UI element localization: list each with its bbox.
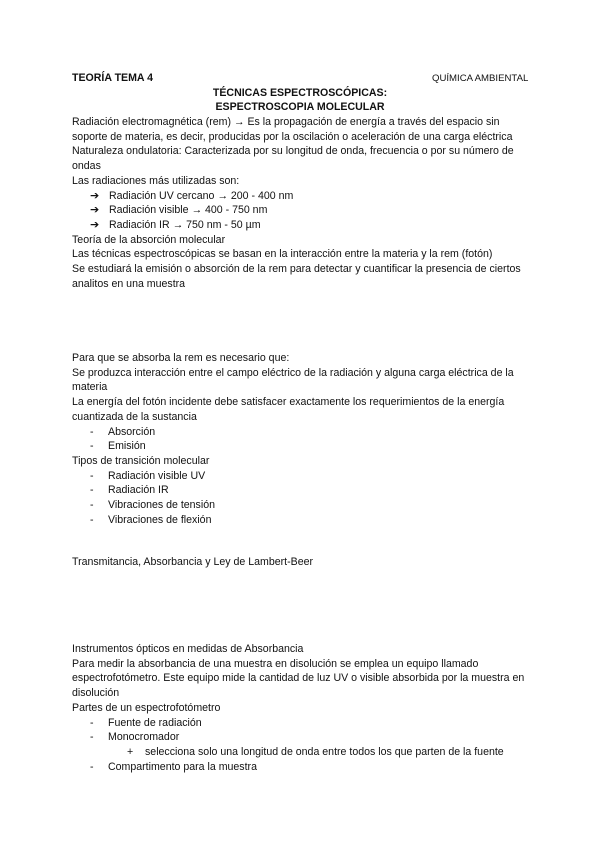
- list-item: [72, 439, 534, 454]
- list-item: [72, 469, 534, 484]
- list-item-text: Radiación IR → 750 nm - 50 µm: [109, 218, 261, 231]
- dash-bullet: -: [90, 440, 94, 453]
- estudiara-paragraph: Se estudiará la emisión o absorción de la rem para detectar y cuantificar la presencia de ciertos analitos en una muestra: [72, 262, 521, 290]
- header-subject: QUÍMICA AMBIENTAL: [432, 73, 529, 84]
- arrow-bullet-icon: ➔: [90, 204, 100, 217]
- list-item: [72, 483, 534, 498]
- section-rem: [72, 115, 534, 291]
- list-item-text: Vibraciones de flexión: [108, 513, 212, 526]
- list-item-text: Compartimento para la muestra: [108, 760, 257, 773]
- tecnicas-paragraph: Las técnicas espectroscópicas se basan en la interacción entre la materia y la rem (fotón): [72, 248, 493, 261]
- list-item: [72, 760, 534, 775]
- dash-bullet: -: [90, 760, 94, 773]
- absorcion-intro: Para que se absorba la rem es necesario que:: [72, 352, 290, 364]
- dash-bullet: -: [90, 484, 94, 497]
- list-item: [72, 203, 534, 218]
- list-item: [72, 730, 534, 745]
- arrow-bullet-icon: ➔: [90, 189, 100, 202]
- dash-bullet: -: [90, 425, 94, 438]
- dash-bullet: -: [90, 716, 94, 729]
- list-item: [72, 513, 534, 528]
- list-item-text: Radiación UV cercano → 200 - 400 nm: [109, 189, 294, 202]
- header-topic: TEORÍA TEMA 4: [72, 72, 154, 84]
- rem-definition: Radiación electromagnética (rem) → Es la propagación de energía a través del espacio sin soporte de materia, es decir, producidas por la oscilación o aceleración de una carga eléctrica: [72, 116, 513, 143]
- list-item: [72, 425, 534, 440]
- page-title-line1: TÉCNICAS ESPECTROSCÓPICAS:: [212, 87, 388, 99]
- list-item-text: Vibraciones de tensión: [108, 498, 215, 511]
- sub-list-item: [72, 745, 534, 760]
- dash-bullet: -: [90, 513, 94, 526]
- dash-bullet: -: [90, 498, 94, 511]
- list-item-text: Absorción: [108, 425, 156, 438]
- dash-bullet: -: [90, 731, 94, 744]
- instrumentos-heading: Instrumentos ópticos en medidas de Absorbancia: [72, 643, 304, 655]
- dash-bullet: -: [90, 469, 94, 482]
- partes-intro: Partes de un espectrofotómetro: [72, 701, 221, 714]
- list-item: [72, 218, 534, 233]
- plus-bullet: +: [127, 745, 134, 758]
- section-instrumentos: [72, 642, 534, 774]
- espectrofotometro-paragraph: Para medir la absorbancia de una muestra en disolución se emplea un equipo llamado espectrofotómetro. Este equipo mide la cantidad de luz UV o visible absorbida por la muestra en disolución: [72, 657, 525, 700]
- tipos-intro: Tipos de transición molecular: [72, 454, 210, 467]
- list-item: [72, 716, 534, 731]
- teoria-absorcion: Teoría de la absorción molecular: [72, 233, 226, 246]
- list-item: [72, 498, 534, 513]
- list-item: [72, 189, 534, 204]
- list-item-text: Fuente de radiación: [108, 716, 202, 729]
- naturaleza-ondulatoria: Naturaleza ondulatoria: Caracterizada por su longitud de onda, frecuencia o por su número de ondas: [72, 145, 514, 173]
- list-item-text: Radiación visible → 400 - 750 nm: [109, 204, 268, 217]
- section-absorcion: [72, 351, 534, 527]
- condicion-2: La energía del fotón incidente debe satisfacer exactamente los requerimientos de la energía cuantizada de la sustancia: [72, 396, 505, 423]
- condicion-1: Se produzca interacción entre el campo eléctrico de la radiación y alguna carga eléctrica de la materia: [72, 366, 514, 394]
- arrow-bullet-icon: ➔: [90, 218, 100, 231]
- list-item-text: Emisión: [108, 440, 146, 453]
- radiaciones-intro: Las radiaciones más utilizadas son:: [72, 174, 240, 187]
- list-item-text: selecciona solo una longitud de onda entre todos los que parten de la fuente: [145, 745, 504, 758]
- list-item-text: Monocromador: [108, 731, 180, 744]
- lambert-beer-heading: Transmitancia, Absorbancia y Ley de Lambert-Beer: [72, 556, 314, 568]
- list-item-text: Radiación IR: [108, 484, 169, 497]
- list-item-text: Radiación visible UV: [108, 469, 206, 482]
- page-title-line2: ESPECTROSCOPIA MOLECULAR: [215, 101, 385, 113]
